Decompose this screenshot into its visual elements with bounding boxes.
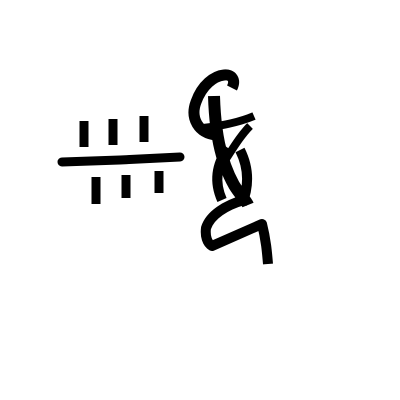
figure-base-zigzag — [206, 200, 268, 264]
horizontal-bar — [62, 157, 180, 162]
glyph-strokes — [62, 75, 268, 264]
